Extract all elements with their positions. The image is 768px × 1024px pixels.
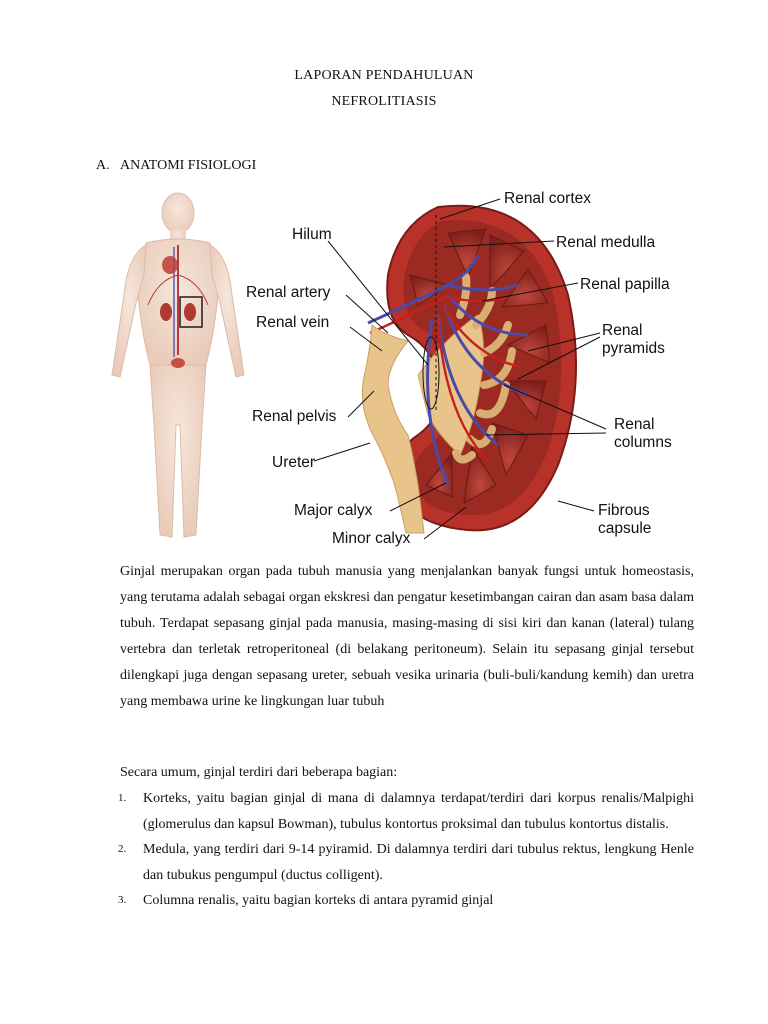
- label-fibrous-capsule-line2: capsule: [598, 520, 652, 537]
- label-renal-artery: Renal artery: [246, 284, 331, 301]
- label-renal-pyramids-line1: Renal: [602, 322, 643, 339]
- label-hilum: Hilum: [292, 226, 332, 243]
- kidney-cross-section: [362, 206, 576, 533]
- list-item: [96, 786, 694, 837]
- label-major-calyx: Major calyx: [294, 502, 373, 519]
- list-item: [96, 888, 694, 914]
- label-renal-pyramids-line2: pyramids: [602, 340, 665, 357]
- human-body-illustration: [112, 193, 244, 537]
- list-item-text: Korteks, yaitu bagian ginjal di mana di dalamnya terdapat/terdiri dari korpus renalis/Malpighi (glomerulus dan kapsul Bowman), tubulus kontortus proksimal dan tubulus kontortus distalis.: [143, 791, 694, 832]
- list-item-text: Columna renalis, yaitu bagian korteks di antara pyramid ginjal: [143, 893, 494, 908]
- kidney-parts-list: [96, 786, 694, 914]
- kidney-anatomy-figure: [88, 185, 698, 555]
- paragraph-parts-intro: Secara umum, ginjal terdiri dari beberapa bagian:: [120, 765, 398, 780]
- label-minor-calyx: Minor calyx: [332, 530, 411, 547]
- section-letter: A.: [96, 158, 110, 173]
- label-renal-pelvis: Renal pelvis: [252, 408, 337, 425]
- section-heading: [96, 158, 256, 174]
- label-renal-medulla: Renal medulla: [556, 234, 656, 251]
- document-subtitle: NEFROLITIASIS: [331, 94, 437, 109]
- label-renal-papilla: Renal papilla: [580, 276, 670, 293]
- list-item-number: 2.: [118, 843, 127, 855]
- list-item-number: 1.: [118, 792, 127, 804]
- list-item-text: Medula, yang terdiri dari 9-14 pyiramid. Di dalamnya terdiri dari tubulus rektus, lengkung Henle dan tubukus pengumpul (ductus colligent).: [143, 842, 694, 883]
- document-title: LAPORAN PENDAHULUAN: [294, 68, 474, 83]
- list-item: [96, 837, 694, 888]
- section-title: ANATOMI FISIOLOGI: [120, 158, 257, 173]
- label-renal-vein: Renal vein: [256, 314, 330, 331]
- label-renal-columns-line2: columns: [614, 434, 672, 451]
- label-renal-columns-line1: Renal: [614, 416, 655, 433]
- label-fibrous-capsule-line1: Fibrous: [598, 502, 650, 519]
- list-item-number: 3.: [118, 894, 127, 906]
- label-renal-cortex: Renal cortex: [504, 190, 592, 207]
- paragraph-intro: Ginjal merupakan organ pada tubuh manusia yang menjalankan banyak fungsi untuk homeostasis, yang terutama adalah sebagai organ ekskresi dan pengatur kesetimbangan cairan dan asam basa dalam tubuh. Terdapat sepasang ginjal pada manusia, masing-masing di sisi kiri dan kanan (lateral) tulang vertebra dan terletak retroperitoneal (di belakang peritoneum). Selain itu sepasang ginjal tersebut dilengkapi juga dengan sepasang ureter, sebuah vesika urinaria (buli-buli/kandung kemih) dan uretra yang membawa urine ke lingkungan luar tubuh: [120, 564, 694, 709]
- label-ureter: Ureter: [272, 454, 316, 471]
